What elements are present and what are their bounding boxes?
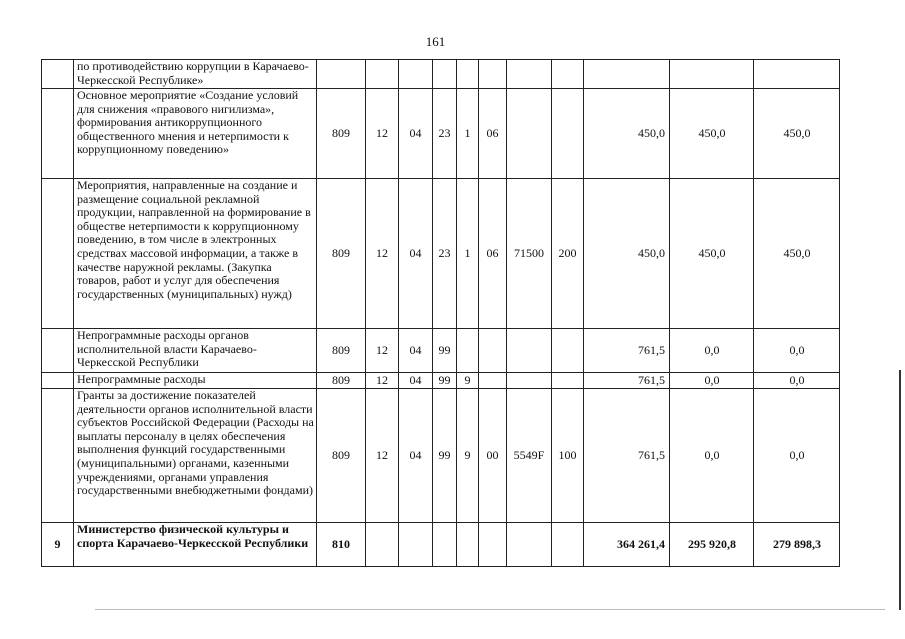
program-code: 99	[433, 389, 457, 523]
program-code	[433, 523, 457, 567]
expense-name: Основное мероприятие «Создание условий для снижения «правового нигилизма», формирования антикоррупционного общественного мнения и нетерпимости к коррупционному поведению»	[74, 89, 317, 179]
expense-type-code	[552, 89, 584, 179]
expense-name: Гранты за достижение показателей деятельности органов исполнительной власти субъектов Российской Федерации (Расходы на выплаты персоналу в целях обеспечения выполнения функций государственными (муниципальными) органами, казенными учреждениями, органами управления государственными внебюджетными фондами)	[74, 389, 317, 523]
expense-name: Мероприятия, направленные на создание и размещение социальной рекламной продукции, направленной на формирование в обществе нетерпимости к коррупционному поведению, в том числе в электронных средствах массовой информации, а также в качестве наружной рекламы. (Закупка товаров, работ и услуг для обеспечения государственных (муниципальных) нужд)	[74, 179, 317, 329]
table-row	[42, 60, 840, 89]
expense-name: Непрограммные расходы органов исполнительной власти Карачаево-Черкесской Республики	[74, 329, 317, 373]
amount-year-3: 0,0	[754, 389, 840, 523]
ministry-code: 809	[317, 389, 366, 523]
subprogram-code: 9	[457, 389, 479, 523]
subprogram-code	[457, 523, 479, 567]
amount-year-2: 0,0	[670, 373, 754, 389]
amount-year-1: 761,5	[584, 373, 670, 389]
table-row	[42, 389, 840, 523]
section-code: 12	[366, 89, 399, 179]
subprogram-code: 1	[457, 89, 479, 179]
scan-artifact-line	[95, 609, 885, 610]
amount-year-1: 364 261,4	[584, 523, 670, 567]
program-code: 23	[433, 179, 457, 329]
expense-name: Непрограммные расходы	[74, 373, 317, 389]
ministry-code: 809	[317, 179, 366, 329]
ministry-code: 810	[317, 523, 366, 567]
amount-year-3	[754, 60, 840, 89]
amount-year-1: 761,5	[584, 389, 670, 523]
direction-code	[507, 89, 552, 179]
subsection-code: 04	[399, 179, 433, 329]
section-code	[366, 523, 399, 567]
row-number	[42, 389, 74, 523]
subprogram-code: 1	[457, 179, 479, 329]
activity-code	[479, 60, 507, 89]
direction-code	[507, 523, 552, 567]
expense-type-code: 200	[552, 179, 584, 329]
section-code: 12	[366, 179, 399, 329]
table-row	[42, 179, 840, 329]
row-number	[42, 179, 74, 329]
amount-year-2	[670, 60, 754, 89]
subsection-code: 04	[399, 389, 433, 523]
section-code	[366, 60, 399, 89]
expense-type-code	[552, 60, 584, 89]
amount-year-1: 450,0	[584, 89, 670, 179]
table-row	[42, 89, 840, 179]
ministry-code	[317, 60, 366, 89]
amount-year-2: 0,0	[670, 329, 754, 373]
subsection-code: 04	[399, 373, 433, 389]
section-code: 12	[366, 389, 399, 523]
section-code: 12	[366, 373, 399, 389]
activity-code: 06	[479, 179, 507, 329]
amount-year-1: 450,0	[584, 179, 670, 329]
table-row	[42, 329, 840, 373]
expense-type-code	[552, 523, 584, 567]
subsection-code: 04	[399, 89, 433, 179]
amount-year-2: 0,0	[670, 389, 754, 523]
ministry-code: 809	[317, 329, 366, 373]
row-number	[42, 60, 74, 89]
direction-code: 5549F	[507, 389, 552, 523]
expense-type-code: 100	[552, 389, 584, 523]
subsection-code	[399, 60, 433, 89]
page-number: 161	[425, 34, 446, 49]
amount-year-3: 450,0	[754, 179, 840, 329]
table-row	[42, 373, 840, 389]
amount-year-3: 279 898,3	[754, 523, 840, 567]
activity-code	[479, 373, 507, 389]
amount-year-2: 295 920,8	[670, 523, 754, 567]
activity-code: 06	[479, 89, 507, 179]
expense-name: Министерство физической культуры и спорта Карачаево-Черкесской Республики	[74, 523, 317, 567]
direction-code	[507, 329, 552, 373]
subsection-code	[399, 523, 433, 567]
activity-code	[479, 329, 507, 373]
scan-edge-line	[899, 370, 901, 610]
ministry-code: 809	[317, 373, 366, 389]
program-code: 99	[433, 329, 457, 373]
section-code: 12	[366, 329, 399, 373]
expense-type-code	[552, 373, 584, 389]
subprogram-code	[457, 329, 479, 373]
row-number	[42, 329, 74, 373]
row-number: 9	[42, 523, 74, 567]
row-number	[42, 89, 74, 179]
amount-year-3: 0,0	[754, 329, 840, 373]
expense-type-code	[552, 329, 584, 373]
program-code	[433, 60, 457, 89]
direction-code: 71500	[507, 179, 552, 329]
direction-code	[507, 60, 552, 89]
activity-code: 00	[479, 389, 507, 523]
activity-code	[479, 523, 507, 567]
amount-year-1	[584, 60, 670, 89]
subsection-code: 04	[399, 329, 433, 373]
program-code: 23	[433, 89, 457, 179]
amount-year-3: 450,0	[754, 89, 840, 179]
budget-table	[41, 59, 840, 567]
subprogram-code: 9	[457, 373, 479, 389]
direction-code	[507, 373, 552, 389]
row-number	[42, 373, 74, 389]
amount-year-3: 0,0	[754, 373, 840, 389]
table-row	[42, 523, 840, 567]
expense-name: по противодействию коррупции в Карачаево-Черкесской Республике»	[74, 60, 317, 89]
subprogram-code	[457, 60, 479, 89]
amount-year-2: 450,0	[670, 179, 754, 329]
amount-year-2: 450,0	[670, 89, 754, 179]
amount-year-1: 761,5	[584, 329, 670, 373]
ministry-code: 809	[317, 89, 366, 179]
program-code: 99	[433, 373, 457, 389]
